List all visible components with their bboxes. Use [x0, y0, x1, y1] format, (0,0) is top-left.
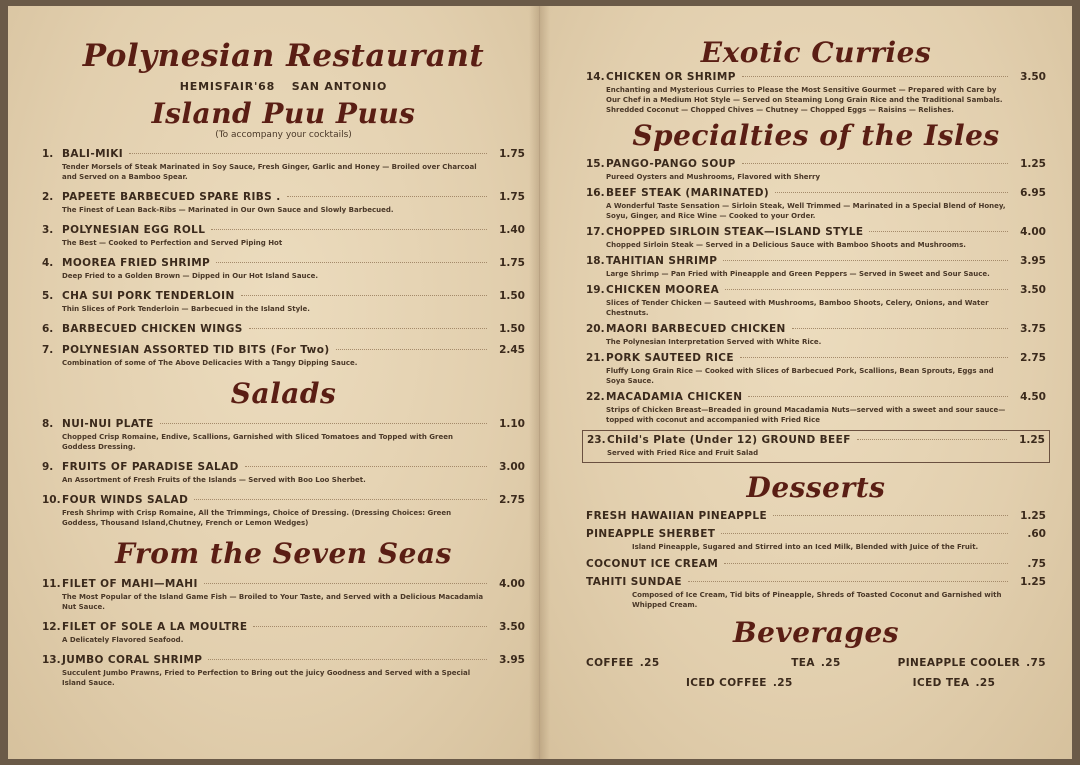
item-description: Chopped Crisp Romaine, Endive, Scallions, Garnished with Sliced Tomatoes and Topped with Green Goddess Dressing.: [62, 433, 453, 451]
item-name: POLYNESIAN ASSORTED TID BITS (For Two): [62, 344, 330, 356]
menu-item: [586, 187, 1046, 221]
item-price: 1.50: [499, 323, 525, 335]
item-description: Served with Fried Rice and Fruit Salad: [607, 449, 759, 457]
item-description: The Finest of Lean Back-Ribs — Marinated in Our Own Sauce and Slowly Barbecued.: [62, 206, 394, 214]
item-description: Enchanting and Mysterious Curries to Please the Most Sensitive Gourmet — Prepared with Care by Our Chef in a Medium Hot Style — Served on Steaming Long Grain Rice and the Traditional Sambals. Shredded Coconut — Chopped Chives — Chutney — Chopped Eggs — Raisins — Relishes.: [606, 86, 1003, 114]
item-name: FRESH HAWAIIAN PINEAPPLE: [586, 510, 768, 522]
item-description: Fluffy Long Grain Rice — Cooked with Slices of Barbecued Pork, Scallions, Bean Sprouts, Eggs and Soya Sauce.: [606, 367, 994, 385]
item-description: The Best — Cooked to Perfection and Served Piping Hot: [62, 239, 283, 247]
left-page: [8, 6, 540, 759]
item-number: 4.: [42, 257, 54, 269]
restaurant-subtitle: [42, 80, 525, 93]
item-name: FILET OF SOLE A LA MOULTRE: [62, 621, 248, 633]
item-price: 3.50: [1020, 71, 1046, 83]
curries-list: [586, 71, 1046, 115]
restaurant-title: Polynesian Restaurant: [82, 38, 485, 74]
section-title-puu-puus: Island Puu Puus: [151, 97, 416, 130]
item-name: FRUITS OF PARADISE SALAD: [62, 461, 239, 473]
menu-spread: [8, 6, 1072, 759]
item-number: 15.: [586, 158, 605, 170]
section-title-curries: Exotic Curries: [700, 36, 932, 69]
item-name: MACADAMIA CHICKEN: [606, 391, 743, 403]
beverage-tea: TEA .25: [791, 657, 841, 669]
item-description: The Most Popular of the Island Game Fish — Broiled to Your Taste, and Served with a Delicious Macadamia Nut Sauce.: [62, 593, 484, 611]
item-description: Slices of Tender Chicken — Sauteed with Mushrooms, Bamboo Shoots, Celery, Onions, and Water Chestnuts.: [606, 299, 989, 317]
item-number: 3.: [42, 224, 54, 236]
menu-item: [42, 323, 525, 335]
menu-item: [586, 284, 1046, 318]
beverages-grid: [586, 657, 1046, 689]
menu-item: [42, 418, 525, 452]
section-title-beverages: Beverages: [732, 616, 900, 649]
item-name: CHA SUI PORK TENDERLOIN: [62, 290, 235, 302]
item-description: Island Pineapple, Sugared and Stirred into an Iced Milk, Blended with Juice of the Fruit.: [632, 543, 979, 551]
item-number: 10.: [42, 494, 61, 506]
menu-item: [42, 191, 525, 215]
item-price: 4.00: [1020, 226, 1046, 238]
item-name: BALI-MIKI: [62, 148, 124, 160]
item-number: 6.: [42, 323, 54, 335]
item-name: MOOREA FRIED SHRIMP: [62, 257, 211, 269]
item-price: 1.40: [499, 224, 525, 236]
beverage-pineapple-cooler: PINEAPPLE COOLER .75: [897, 657, 1046, 669]
item-price: 1.75: [499, 191, 525, 203]
menu-item: [42, 461, 525, 485]
beverage-coffee: COFFEE .25: [586, 657, 660, 669]
menu-item: [586, 323, 1046, 347]
menu-item: [586, 255, 1046, 279]
section-title-desserts: Desserts: [746, 471, 886, 504]
menu-item: [586, 558, 1046, 570]
item-name: BEEF STEAK (MARINATED): [606, 187, 770, 199]
item-description: Succulent Jumbo Prawns, Fried to Perfection to Bring out the juicy Goodness and Served with a Special Island Sauce.: [62, 669, 471, 687]
menu-item: [42, 290, 525, 314]
item-description: Deep Fried to a Golden Brown — Dipped in Our Hot Island Sauce.: [62, 272, 319, 280]
item-name: PAPEETE BARBECUED SPARE RIBS .: [62, 191, 281, 203]
menu-item: [586, 528, 1046, 552]
section-title-specialties: Specialties of the Isles: [632, 119, 1000, 152]
right-page: [540, 6, 1072, 759]
item-name: NUI-NUI PLATE: [62, 418, 154, 430]
item-description: Tender Morsels of Steak Marinated in Soy Sauce, Fresh Ginger, Garlic and Honey — Broiled over Charcoal and Served on a Bamboo Spear.: [62, 163, 477, 181]
desserts-list: [586, 510, 1046, 610]
item-price: 1.75: [499, 148, 525, 160]
item-number: 16.: [586, 187, 605, 199]
event-name: HEMISFAIR'68: [179, 80, 276, 93]
child-plate-item: [582, 430, 1050, 463]
item-number: 8.: [42, 418, 54, 430]
item-name: POLYNESIAN EGG ROLL: [62, 224, 206, 236]
item-name: MAORI BARBECUED CHICKEN: [606, 323, 786, 335]
item-description: The Polynesian Interpretation Served with White Rice.: [606, 338, 822, 346]
item-number: 2.: [42, 191, 54, 203]
item-description: Composed of Ice Cream, Tid bits of Pineapple, Shreds of Toasted Coconut and Garnished with Whipped Cream.: [632, 591, 1002, 609]
item-price: 1.25: [1020, 510, 1046, 522]
specialties-list: [586, 158, 1046, 425]
item-number: 20.: [586, 323, 605, 335]
menu-item: [42, 654, 525, 688]
seas-list: [42, 578, 525, 688]
city-name: SAN ANTONIO: [291, 80, 388, 93]
item-description: Strips of Chicken Breast—Breaded in ground Macadamia Nuts—served with a sweet and sour sauce—topped with coconut and accompanied with Fried Rice: [606, 406, 1006, 424]
menu-item: [586, 226, 1046, 250]
item-number: 22.: [586, 391, 605, 403]
item-number: 7.: [42, 344, 54, 356]
item-price: 4.00: [499, 578, 525, 590]
menu-item: [586, 158, 1046, 182]
item-number: 21.: [586, 352, 605, 364]
item-price: 3.50: [1020, 284, 1046, 296]
item-name: PINEAPPLE SHERBET: [586, 528, 716, 540]
item-price: 1.75: [499, 257, 525, 269]
item-name: CHICKEN MOOREA: [606, 284, 720, 296]
item-price: .60: [1027, 528, 1046, 540]
menu-item: [42, 621, 525, 645]
item-name: PANGO-PANGO SOUP: [606, 158, 736, 170]
item-price: 1.25: [1019, 434, 1045, 446]
item-name: COCONUT ICE CREAM: [586, 558, 719, 570]
item-price: 3.50: [499, 621, 525, 633]
beverage-iced-tea: ICED TEA .25: [912, 677, 996, 689]
item-name: Child's Plate (Under 12) GROUND BEEF: [607, 434, 851, 446]
item-name: JUMBO CORAL SHRIMP: [62, 654, 203, 666]
item-number: 14.: [586, 71, 605, 83]
item-price: 1.25: [1020, 158, 1046, 170]
item-price: 3.00: [499, 461, 525, 473]
item-name: CHOPPED SIRLOIN STEAK—ISLAND STYLE: [606, 226, 864, 238]
item-price: 1.10: [499, 418, 525, 430]
item-price: 3.95: [1020, 255, 1046, 267]
menu-item: [42, 257, 525, 281]
item-description: Fresh Shrimp with Crisp Romaine, All the Trimmings, Choice of Dressing. (Dressing Choices: Green Goddess, Thousand Island,Chutney, French or Lemon Wedges): [62, 509, 452, 527]
item-description: An Assortment of Fresh Fruits of the Islands — Served with Boo Loo Sherbet.: [62, 476, 366, 484]
item-number: 11.: [42, 578, 61, 590]
item-price: 3.95: [499, 654, 525, 666]
menu-item: [586, 510, 1046, 522]
item-description: Large Shrimp — Pan Fried with Pineapple and Green Peppers — Served in Sweet and Sour Sauce.: [606, 270, 990, 278]
item-number: 18.: [586, 255, 605, 267]
item-number: 13.: [42, 654, 61, 666]
item-number: 9.: [42, 461, 54, 473]
item-price: 2.45: [499, 344, 525, 356]
item-number: 12.: [42, 621, 61, 633]
item-number: 19.: [586, 284, 605, 296]
item-number: 1.: [42, 148, 54, 160]
menu-item: [42, 578, 525, 612]
item-name: FILET OF MAHI—MAHI: [62, 578, 198, 590]
item-description: Combination of some of The Above Delicacies With a Tangy Dipping Sauce.: [62, 359, 358, 367]
section-title-seas: From the Seven Seas: [115, 537, 452, 570]
section-title-salads: Salads: [230, 377, 337, 410]
item-name: TAHITI SUNDAE: [586, 576, 682, 588]
puu-puus-list: [42, 148, 525, 368]
item-price: 3.75: [1020, 323, 1046, 335]
item-price: 4.50: [1020, 391, 1046, 403]
item-price: 2.75: [1020, 352, 1046, 364]
item-description: Thin Slices of Pork Tenderloin — Barbecued in the Island Style.: [62, 305, 310, 313]
item-name: BARBECUED CHICKEN WINGS: [62, 323, 243, 335]
item-name: CHICKEN OR SHRIMP: [606, 71, 736, 83]
item-description: Chopped Sirloin Steak — Served in a Delicious Sauce with Bamboo Shoots and Mushrooms.: [606, 241, 966, 249]
menu-item: [42, 344, 525, 368]
item-description: Pureed Oysters and Mushrooms, Flavored with Sherry: [606, 173, 821, 181]
puu-puus-note: (To accompany your cocktails): [215, 130, 352, 140]
menu-item: [586, 352, 1046, 386]
item-name: FOUR WINDS SALAD: [62, 494, 189, 506]
item-description: A Wonderful Taste Sensation — Sirloin Steak, Well Trimmed — Marinated in a Special Blend of Honey, Soyu, Ginger, and Rice Wine — Cooked to your Order.: [606, 202, 1006, 220]
item-number: 5.: [42, 290, 54, 302]
menu-item: [42, 148, 525, 182]
menu-item: [42, 494, 525, 528]
item-price: 2.75: [499, 494, 525, 506]
item-price: 6.95: [1020, 187, 1046, 199]
item-price: 1.50: [499, 290, 525, 302]
beverage-iced-coffee: ICED COFFEE .25: [685, 677, 793, 689]
item-number: 23.: [587, 434, 606, 446]
item-number: 17.: [586, 226, 605, 238]
item-price: .75: [1027, 558, 1046, 570]
salads-list: [42, 418, 525, 528]
item-name: PORK SAUTEED RICE: [606, 352, 734, 364]
item-name: TAHITIAN SHRIMP: [606, 255, 718, 267]
menu-item: [586, 71, 1046, 115]
menu-item: [586, 576, 1046, 610]
item-price: 1.25: [1020, 576, 1046, 588]
item-description: A Delicately Flavored Seafood.: [62, 636, 184, 644]
menu-item: [586, 391, 1046, 425]
menu-item: [42, 224, 525, 248]
